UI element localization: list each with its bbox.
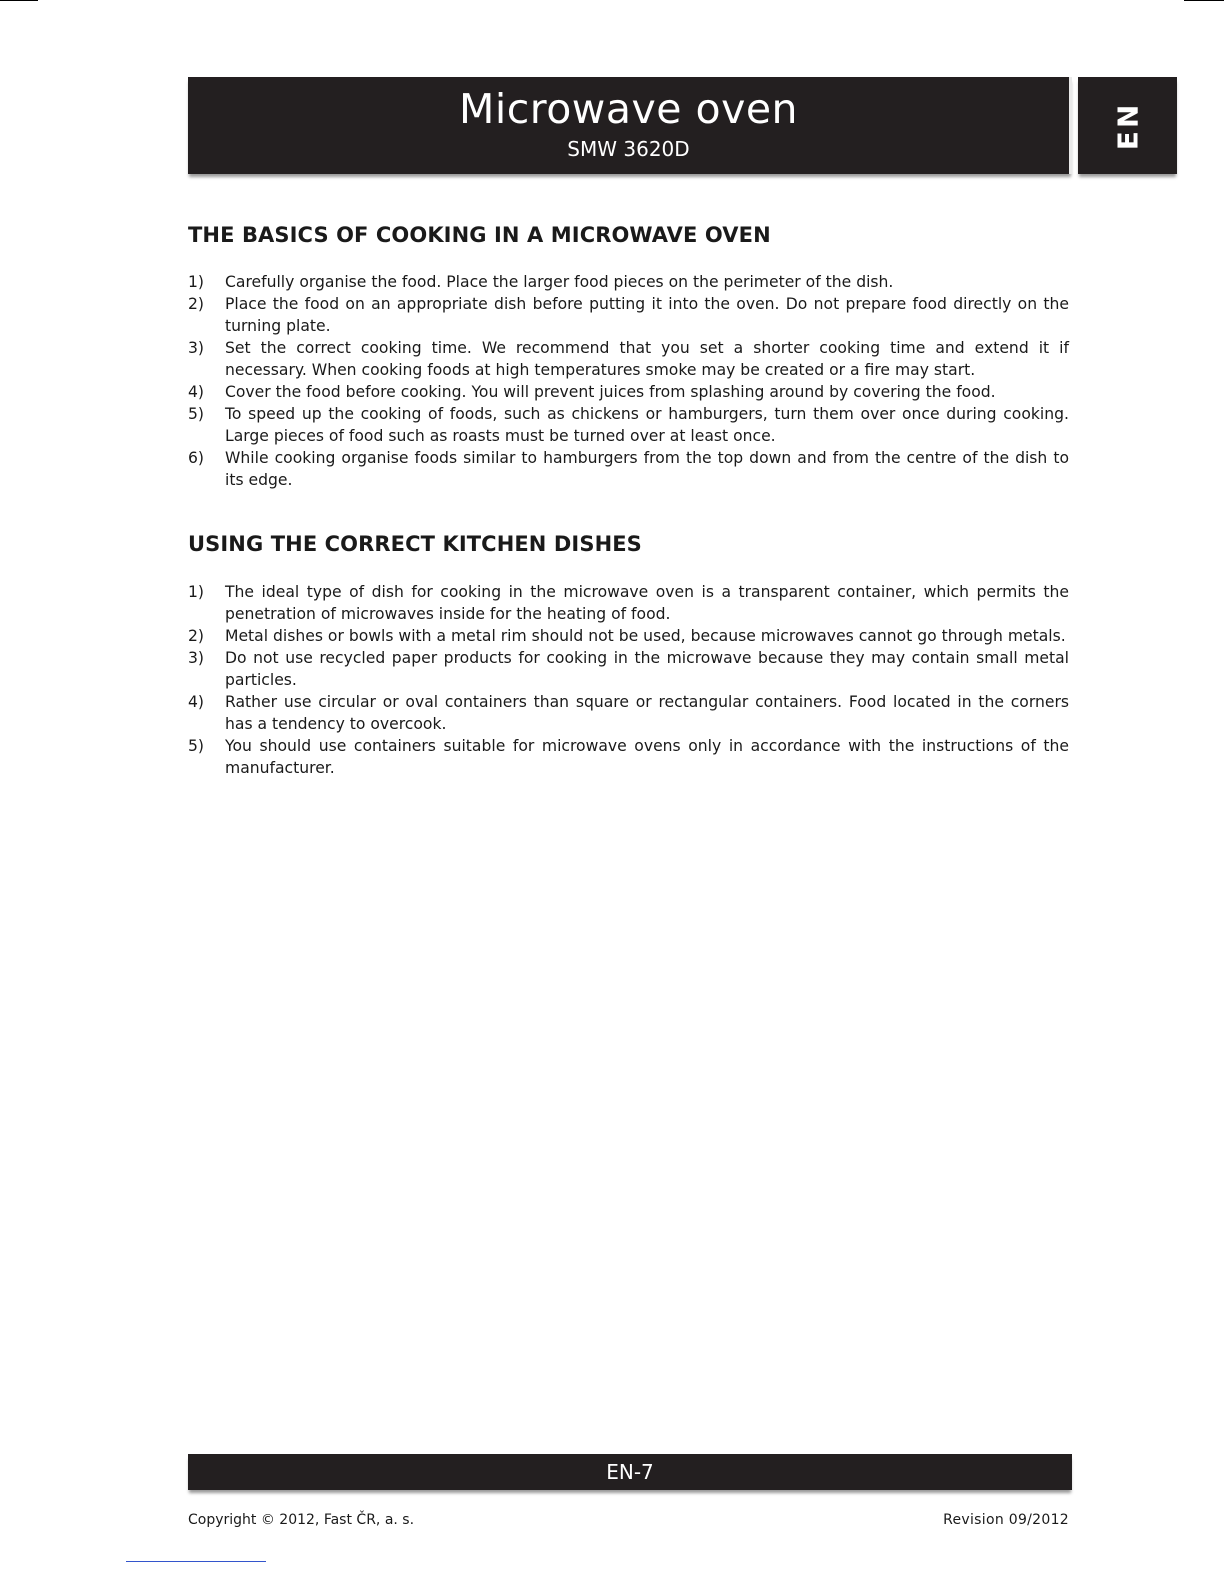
list-item-number: 4): [188, 693, 205, 711]
list-item-number: 4): [188, 383, 205, 401]
list-item-number: 1): [188, 583, 205, 601]
list-item-text: Set the correct cooking time. We recommend that you set a shorter cooking time and extend it if necessary. When cooking foods at high temperatures smoke may be created or a fire may start.: [225, 339, 1069, 379]
list-item-text: Place the food on an appropriate dish before putting it into the oven. Do not prepare food directly on the turning plate.: [225, 295, 1069, 335]
list-item-text: To speed up the cooking of foods, such as chickens or hamburgers, turn them over once during cooking. Large pieces of food such as roasts must be turned over at least once.: [225, 405, 1069, 445]
list-item-text: Rather use circular or oval containers than square or rectangular containers. Food located in the corners has a tendency to overcook.: [225, 693, 1069, 733]
list-item: [188, 271, 1069, 293]
language-tab: [1078, 77, 1177, 174]
kitchen-dishes-list: [188, 581, 1069, 779]
section-kitchen-dishes: [188, 531, 1069, 779]
list-item: [188, 735, 1069, 779]
list-item: [188, 403, 1069, 447]
list-item: [188, 293, 1069, 337]
list-item-text: You should use containers suitable for microwave ovens only in accordance with the instructions of the manufacturer.: [225, 737, 1069, 777]
crop-mark-top-left: [0, 0, 38, 1]
list-item-text: Carefully organise the food. Place the larger food pieces on the perimeter of the dish.: [225, 273, 894, 291]
section-title: USING THE CORRECT KITCHEN DISHES: [188, 532, 642, 556]
list-item-text: Metal dishes or bowls with a metal rim should not be used, because microwaves cannot go through metals.: [225, 627, 1066, 645]
copyright-notice: Copyright © 2012, Fast ČR, a. s.: [188, 1512, 415, 1528]
list-item: [188, 337, 1069, 381]
language-tab-label: EN: [1111, 101, 1144, 150]
list-item: [188, 381, 1069, 403]
list-item: [188, 647, 1069, 691]
list-item-number: 5): [188, 405, 205, 423]
list-item: [188, 691, 1069, 735]
list-item-text: Cover the food before cooking. You will prevent juices from splashing around by covering the food.: [225, 383, 996, 401]
section-title: THE BASICS OF COOKING IN A MICROWAVE OVEN: [188, 223, 771, 247]
list-item-number: 2): [188, 295, 205, 313]
cooking-basics-list: [188, 271, 1069, 491]
page-number: EN-7: [606, 1460, 654, 1484]
list-item-number: 2): [188, 627, 205, 645]
page-title: Microwave oven: [458, 85, 799, 133]
section-cooking-basics: [188, 222, 1069, 491]
list-item: [188, 581, 1069, 625]
list-item-number: 6): [188, 449, 205, 467]
list-item-number: 3): [188, 649, 205, 667]
revision-label: Revision 09/2012: [943, 1512, 1069, 1528]
list-item-text: The ideal type of dish for cooking in the microwave oven is a transparent container, which permits the penetration of microwaves inside for the heating of food.: [225, 583, 1069, 623]
page-number-bar: [188, 1454, 1072, 1490]
list-item: [188, 625, 1069, 647]
page-header: [188, 77, 1072, 174]
list-item-text: While cooking organise foods similar to hamburgers from the top down and from the centre of the dish to its edge.: [225, 449, 1069, 489]
list-item-number: 3): [188, 339, 205, 357]
list-item-text: Do not use recycled paper products for cooking in the microwave because they may contain small metal particles.: [225, 649, 1069, 689]
crop-mark-bottom: [126, 1561, 266, 1562]
model-number: SMW 3620D: [567, 137, 690, 161]
list-item-number: 5): [188, 737, 205, 755]
list-item-number: 1): [188, 273, 205, 291]
crop-mark-top-right: [1184, 0, 1224, 1]
list-item: [188, 447, 1069, 491]
